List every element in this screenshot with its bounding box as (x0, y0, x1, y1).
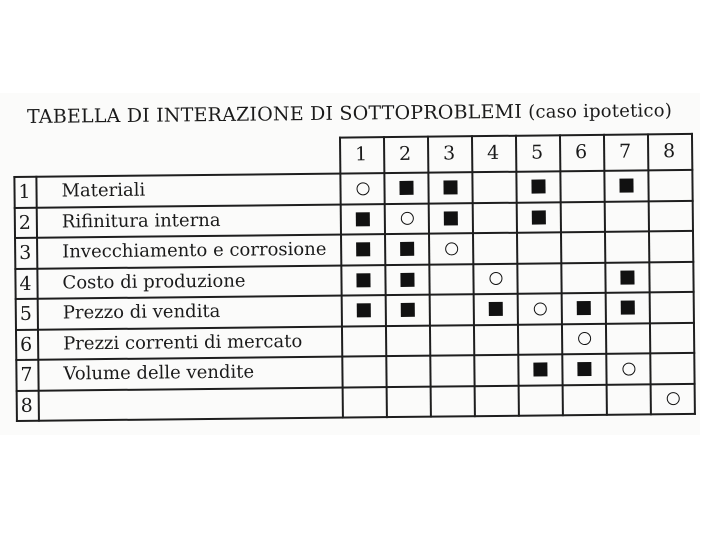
column-line (603, 134, 608, 416)
column-number: 7 (618, 140, 632, 163)
row-label: Materiali (61, 179, 146, 202)
circle-mark (356, 182, 369, 195)
column-line (515, 135, 520, 417)
row-number: 6 (19, 333, 33, 356)
row-line (13, 169, 693, 178)
row-label: Volume delle vendite (63, 361, 255, 385)
row-label: Prezzo di vendita (62, 300, 221, 324)
filled-square-mark (357, 304, 371, 318)
filled-square-mark (356, 273, 370, 287)
column-line (427, 136, 432, 418)
filled-square-mark (619, 179, 633, 193)
filled-square-mark (532, 210, 546, 224)
filled-square-mark (533, 363, 547, 377)
column-number: 3 (443, 142, 456, 165)
column-number: 4 (487, 141, 500, 165)
filled-square-mark (444, 211, 458, 225)
filled-square-mark (620, 270, 634, 284)
column-number: 8 (662, 140, 676, 163)
row-label: Rifinitura interna (61, 209, 221, 232)
interaction-table (13, 133, 692, 425)
filled-square-mark (577, 301, 591, 315)
column-number: 2 (399, 142, 412, 165)
filled-square-mark (400, 273, 414, 287)
filled-square-mark (356, 212, 370, 226)
row-number: 8 (20, 394, 33, 417)
column-line (471, 135, 476, 417)
row-label: Costo di produzione (62, 270, 246, 293)
row-label: Prezzi correnti di mercato (63, 330, 303, 354)
row-number: 4 (19, 272, 32, 295)
column-line (647, 133, 652, 415)
circle-mark (533, 302, 546, 315)
filled-square-mark (400, 242, 414, 256)
filled-square-mark (531, 180, 545, 194)
filled-square-mark (489, 302, 503, 316)
row-number: 7 (20, 363, 33, 386)
circle-mark (445, 242, 458, 255)
column-number: 5 (530, 141, 544, 164)
circle-mark (578, 332, 591, 345)
column-line (383, 136, 388, 418)
circle-mark (622, 362, 635, 375)
column-number: 6 (574, 140, 588, 164)
row-number: 5 (19, 302, 32, 325)
row-number: 3 (19, 241, 32, 264)
filled-square-mark (577, 362, 591, 376)
circle-mark (666, 392, 679, 405)
title-subtitle: (caso ipotetico) (528, 100, 673, 123)
filled-square-mark (399, 181, 413, 195)
filled-square-mark (401, 303, 415, 317)
circle-mark (400, 212, 413, 225)
column-line (339, 137, 344, 419)
filled-square-mark (621, 301, 635, 315)
circle-mark (489, 272, 502, 285)
filled-square-mark (443, 181, 457, 195)
row-number: 2 (18, 211, 32, 234)
title-text: TABELLA DI INTERAZIONE DI SOTTOPROBLEMI (26, 100, 523, 128)
column-number: 1 (355, 143, 368, 166)
row-number: 1 (18, 180, 31, 203)
filled-square-mark (356, 243, 370, 257)
row-label: Invecchiamento e corrosione (62, 238, 327, 263)
column-line (559, 134, 564, 416)
